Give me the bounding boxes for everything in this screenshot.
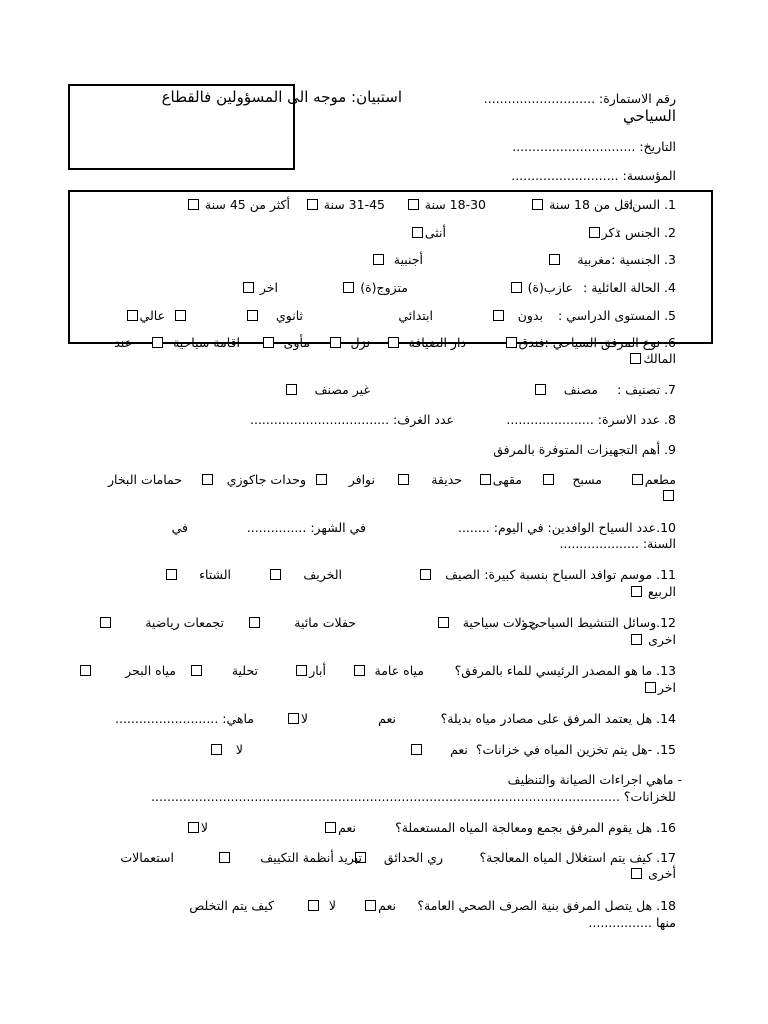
checkbox-icon[interactable] xyxy=(373,254,384,265)
checkbox-icon[interactable] xyxy=(630,353,641,364)
checkbox-icon[interactable] xyxy=(493,310,504,321)
q2-opt1[interactable]: ذكر xyxy=(587,225,620,241)
checkbox-icon[interactable] xyxy=(127,310,138,321)
checkbox-icon[interactable] xyxy=(166,569,177,580)
q7-label: 7. تصنيف : xyxy=(617,382,676,397)
q18-label: 18. هل يتصل المرفق بنية الصرف الصحي العامة؟ xyxy=(417,898,676,913)
q12-opt1[interactable]: جولات سياحية xyxy=(436,615,536,631)
q9-opt3[interactable]: مقهى xyxy=(478,472,522,488)
checkbox-icon[interactable] xyxy=(308,900,319,911)
q18-opt1[interactable]: نعم xyxy=(363,898,396,914)
checkbox-icon[interactable] xyxy=(631,634,642,645)
q18-opt3: كيف يتم التخلص xyxy=(189,898,274,913)
q6-opt3[interactable]: نزل xyxy=(328,335,370,351)
checkbox-icon[interactable] xyxy=(354,665,365,676)
q4-opt3[interactable]: اخر xyxy=(241,280,278,296)
q11-opt1[interactable]: الصيف xyxy=(418,567,480,583)
q11-cont[interactable]: الربيع xyxy=(629,584,676,600)
checkbox-icon[interactable] xyxy=(343,282,354,293)
checkbox-icon[interactable] xyxy=(286,384,297,395)
q15-sub: - ماهي اجراءات الصيانة والتنظيف xyxy=(507,772,682,787)
q3-opt2[interactable]: أجنبية xyxy=(371,252,423,268)
q9-opt5[interactable]: نوافر xyxy=(314,472,375,488)
q12-opt2[interactable]: حفلات مائية xyxy=(247,615,356,631)
q11-opt2[interactable]: الخريف xyxy=(268,567,342,583)
q16-label: 16. هل يقوم المرفق بجمع ومعالجة المياه المستعملة؟ xyxy=(395,820,676,835)
checkbox-icon[interactable] xyxy=(100,617,111,628)
checkbox-icon[interactable] xyxy=(191,665,202,676)
q3-opt1[interactable]: مغربية xyxy=(547,252,611,268)
checkbox-icon[interactable] xyxy=(412,227,423,238)
q13-opt4[interactable]: مياه البحر xyxy=(78,663,176,679)
checkbox-icon[interactable] xyxy=(532,199,543,210)
checkbox-icon[interactable] xyxy=(480,474,491,485)
checkbox-icon[interactable] xyxy=(325,822,336,833)
form-number: رقم الاستمارة: ............................ xyxy=(483,91,676,106)
q12-opt3[interactable]: تجمعات رياضية xyxy=(98,615,224,631)
q1-opt3[interactable]: 31-45 سنة xyxy=(305,197,385,213)
q14-opt3: ماهي: .......................... xyxy=(114,711,254,726)
checkbox-icon[interactable] xyxy=(330,337,341,348)
q5-opt3[interactable]: ثانوي xyxy=(245,308,303,324)
q17-opt1[interactable]: ري الحدائق xyxy=(353,850,443,866)
checkbox-icon[interactable] xyxy=(632,474,643,485)
q5-opt4[interactable]: عالي xyxy=(125,308,188,324)
q14-label: 14. هل يعتمد المرفق على مصادر مياه بديلة؟ xyxy=(440,711,676,726)
q13-opt1[interactable]: مياه عامة xyxy=(352,663,424,679)
checkbox-icon[interactable] xyxy=(511,282,522,293)
checkbox-icon[interactable] xyxy=(631,586,642,597)
q14-opt2[interactable]: لا xyxy=(286,711,308,727)
q1-label: 1. السن: xyxy=(627,197,676,212)
q17-label: 17. كيف يتم استغلال المياه المعالجة؟ xyxy=(479,850,676,865)
questionnaire-title: استبيان: موجه الى المسؤولين فالقطاع xyxy=(161,88,402,106)
q11-label: 11. موسم توافد السياح بنسبة كبيرة: xyxy=(484,567,676,582)
q17-opt3: استعمالات xyxy=(120,850,174,865)
q10-cont: السنة: .................... xyxy=(559,536,676,551)
institution-field: المؤسسة: ........................... xyxy=(511,168,676,183)
q13-label: 13. ما هو المصدر الرئيسي للماء بالمرفق؟ xyxy=(454,663,676,678)
q14-opt1[interactable]: نعم xyxy=(378,711,396,726)
q7-opt2[interactable]: غير مصنف xyxy=(284,382,370,398)
checkbox-icon[interactable] xyxy=(411,744,422,755)
checkbox-icon[interactable] xyxy=(398,474,409,485)
q9-opt4[interactable]: حديقة xyxy=(396,472,462,488)
checkbox-icon[interactable] xyxy=(188,199,199,210)
checkbox-icon[interactable] xyxy=(420,569,431,580)
q13-opt3[interactable]: تحلية xyxy=(189,663,258,679)
checkbox-icon[interactable] xyxy=(506,337,517,348)
q12-cont[interactable]: اخرى xyxy=(629,632,676,648)
q9-opt2[interactable]: مسبح xyxy=(541,472,602,488)
q6-label: 6. نوع المرفق السياحي :فندق xyxy=(504,335,676,351)
q6-opt4[interactable]: مأوى xyxy=(261,335,310,351)
checkbox-icon[interactable] xyxy=(80,665,91,676)
date-field: التاريخ: ............................... xyxy=(512,139,676,154)
checkbox-icon[interactable] xyxy=(249,617,260,628)
checkbox-icon[interactable] xyxy=(316,474,327,485)
q15-sub-cont: للخزانات؟ ...................................................................................................................... xyxy=(151,789,676,804)
q10-day: 10.عدد السياح الوافدين: في اليوم: ........ xyxy=(457,520,676,535)
checkbox-icon[interactable] xyxy=(589,227,600,238)
q13-cont[interactable]: اخر xyxy=(643,680,676,696)
checkbox-icon[interactable] xyxy=(549,254,560,265)
q2-opt2[interactable]: أنثى xyxy=(410,225,446,241)
checkbox-icon[interactable] xyxy=(243,282,254,293)
checkbox-icon[interactable] xyxy=(296,665,307,676)
checkbox-icon[interactable] xyxy=(211,744,222,755)
checkbox-icon[interactable] xyxy=(365,900,376,911)
checkbox-icon[interactable] xyxy=(663,490,674,501)
q4-opt2[interactable]: متزوج(ة) xyxy=(341,280,408,296)
checkbox-icon[interactable] xyxy=(219,852,230,863)
checkbox-icon[interactable] xyxy=(543,474,554,485)
checkbox-icon[interactable] xyxy=(263,337,274,348)
q2-label: 2. الجنس : xyxy=(616,225,676,240)
q15-opt1[interactable] xyxy=(409,742,424,758)
q9-label: 9. أهم التجهيزات المتوفرة بالمرفق xyxy=(493,442,676,457)
checkbox-icon[interactable] xyxy=(288,713,299,724)
checkbox-icon[interactable] xyxy=(438,617,449,628)
checkbox-icon[interactable] xyxy=(188,822,199,833)
q1-opt4[interactable]: أكثر من 45 سنة xyxy=(186,197,290,213)
checkbox-icon[interactable] xyxy=(631,868,642,879)
q1-opt2[interactable]: 18-30 سنة xyxy=(406,197,486,213)
checkbox-icon[interactable] xyxy=(535,384,546,395)
checkbox-icon[interactable] xyxy=(270,569,281,580)
q4-label: 4. الحالة العائلية : xyxy=(583,280,676,295)
q11-opt3[interactable]: الشتاء xyxy=(164,567,231,583)
checkbox-icon[interactable] xyxy=(408,199,419,210)
checkbox-icon[interactable] xyxy=(307,199,318,210)
q9-opt1[interactable]: مطعم xyxy=(630,472,676,488)
q1-opt1[interactable]: اقل من 18 سنة xyxy=(530,197,633,213)
q8-rooms: عدد الغرف: ................................... xyxy=(250,412,454,427)
q10-year: في xyxy=(171,520,188,535)
checkbox-icon[interactable] xyxy=(202,474,213,485)
checkbox-icon[interactable] xyxy=(388,337,399,348)
q6-cont[interactable]: المالك xyxy=(628,351,676,367)
q17-opt2[interactable]: تبريد أنظمة التكييف xyxy=(217,850,362,866)
q10-month: في الشهر: ............... xyxy=(246,520,366,535)
q6-opt6[interactable]: عند xyxy=(114,335,132,350)
q17-cont[interactable]: أخرى xyxy=(629,866,676,882)
q4-opt1[interactable]: عازب(ة) xyxy=(509,280,573,296)
q9-extra[interactable] xyxy=(661,488,676,504)
checkbox-icon[interactable] xyxy=(645,682,656,693)
q16-opt1[interactable]: نعم xyxy=(323,820,356,836)
q5-opt2[interactable]: ابتدائي xyxy=(398,308,433,323)
checkbox-icon[interactable] xyxy=(175,310,186,321)
q15-label: 15. -هل يتم تخزين المياه في خزانات؟ نعم xyxy=(450,742,676,757)
checkbox-icon[interactable] xyxy=(247,310,258,321)
checkbox-icon[interactable] xyxy=(152,337,163,348)
q5-opt1[interactable]: بدون xyxy=(491,308,543,324)
q13-opt2[interactable]: أبار xyxy=(294,663,326,679)
q16-opt2[interactable]: لا xyxy=(186,820,208,836)
q12-label: 12.وسائل التنشيط السياحي : xyxy=(520,615,676,630)
q5-label: 5. المستوى الدراسي : xyxy=(558,308,676,323)
q7-opt1[interactable]: مصنف xyxy=(533,382,598,398)
q9-opt7[interactable]: حمامات البخار xyxy=(108,472,182,487)
q6-opt5[interactable]: اقامة سياحية xyxy=(150,335,240,351)
q18-cont: منها ................ xyxy=(588,915,676,930)
q15-opt2[interactable]: لا xyxy=(209,742,243,758)
q3-label: 3. الجنسية : xyxy=(611,252,676,267)
q8-beds: 8. عدد الاسرة: ...................... xyxy=(506,412,676,427)
q18-opt2[interactable]: لا xyxy=(306,898,336,914)
q9-opt6[interactable]: وحدات جاكوزي xyxy=(200,472,306,488)
q6-opt2[interactable]: دار الضيافة xyxy=(386,335,466,351)
questionnaire-title-cont: السياحي xyxy=(623,107,676,125)
